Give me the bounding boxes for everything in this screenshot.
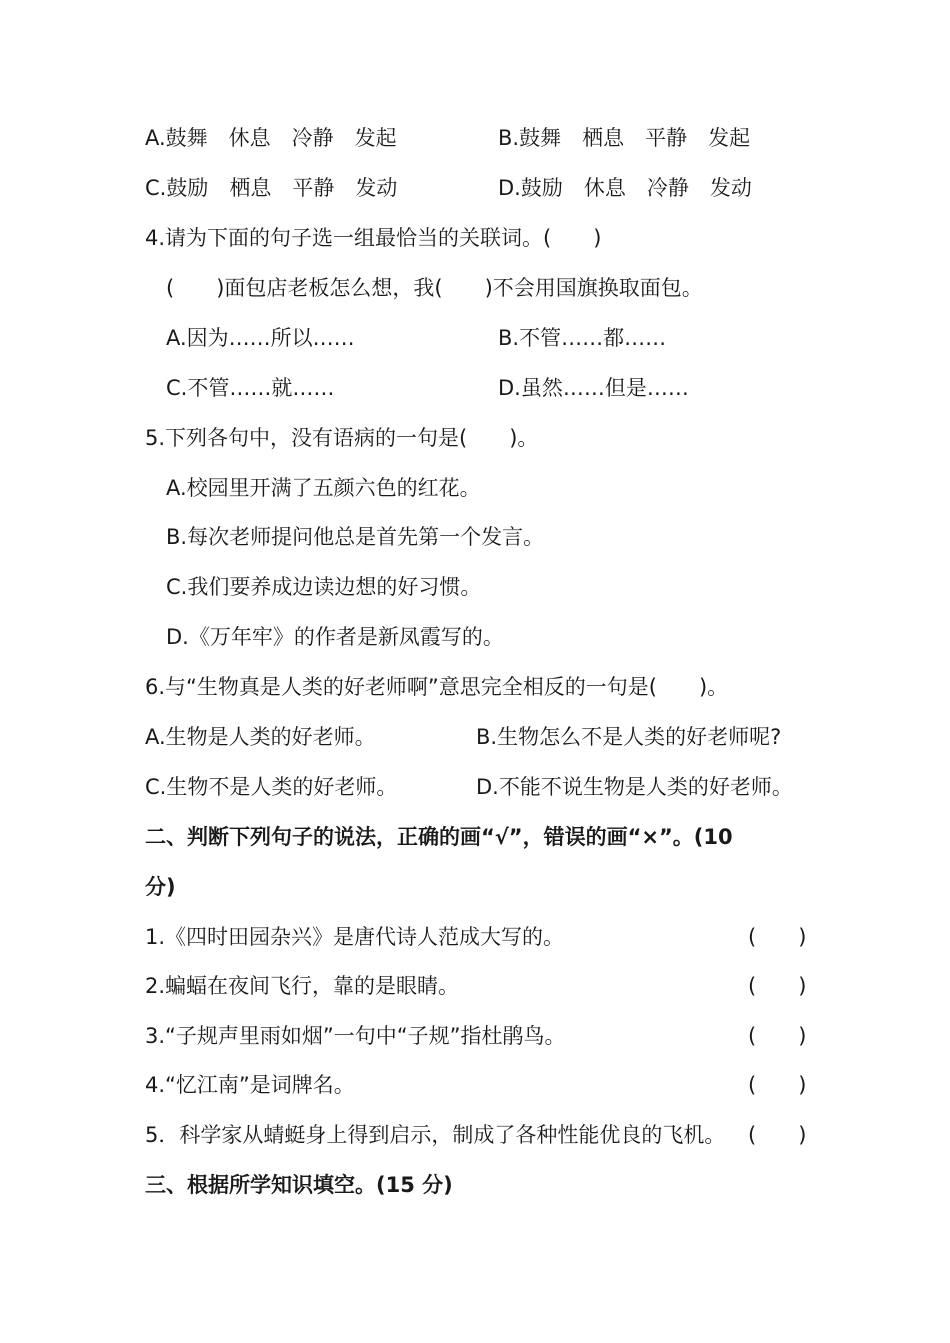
q4-option-b: B.不管……都…… xyxy=(498,326,667,350)
q6-option-a: A.生物是人类的好老师。 xyxy=(145,725,376,749)
section3-heading: 三、根据所学知识填空。(15 分) xyxy=(145,1173,453,1197)
q6-option-b: B.生物怎么不是人类的好老师呢? xyxy=(476,725,782,749)
q3-option-a: A.鼓舞 休息 冷静 发起 xyxy=(145,126,397,150)
answer-blank-3: ( ) xyxy=(748,1024,807,1048)
q5-stem: 5.下列各句中，没有语病的一句是( )。 xyxy=(145,426,539,450)
q4-sentence: ( )面包店老板怎么想，我( )不会用国旗换取面包。 xyxy=(166,276,703,300)
judge-item-3: 3.“子规声里雨如烟”一句中“子规”指杜鹃鸟。 xyxy=(145,1024,566,1048)
q5-option-a: A.校园里开满了五颜六色的红花。 xyxy=(166,476,481,500)
q5-option-d: D.《万年牢》的作者是新凤霞写的。 xyxy=(166,625,504,649)
q3-option-d: D.鼓励 休息 冷静 发动 xyxy=(498,176,752,200)
answer-blank-4: ( ) xyxy=(748,1073,807,1097)
q4-option-d: D.虽然……但是…… xyxy=(498,376,689,400)
answer-blank-2: ( ) xyxy=(748,974,807,998)
q4-option-a: A.因为……所以…… xyxy=(166,326,355,350)
q4-stem: 4.请为下面的句子选一组最恰当的关联词。( ) xyxy=(145,226,602,250)
q3-option-b: B.鼓舞 栖息 平静 发起 xyxy=(498,126,751,150)
q3-option-c: C.鼓励 栖息 平静 发动 xyxy=(145,176,398,200)
judge-item-4: 4.“忆江南”是词牌名。 xyxy=(145,1073,355,1097)
judge-item-1: 1.《四时田园杂兴》是唐代诗人范成大写的。 xyxy=(145,925,565,949)
q4-option-c: C.不管……就…… xyxy=(166,376,335,400)
section2-heading: 二、判断下列句子的说法，正确的画“√”，错误的画“×”。(10 xyxy=(145,825,733,849)
q5-option-c: C.我们要养成边读边想的好习惯。 xyxy=(166,575,482,599)
section2-heading-cont: 分) xyxy=(145,875,176,899)
judge-item-2: 2.蝙蝠在夜间飞行，靠的是眼睛。 xyxy=(145,974,460,998)
judge-item-5: 5．科学家从蜻蜓身上得到启示，制成了各种性能优良的飞机。 xyxy=(145,1123,726,1147)
answer-blank-1: ( ) xyxy=(748,925,807,949)
q6-stem: 6.与“生物真是人类的好老师啊”意思完全相反的一句是( )。 xyxy=(145,675,729,699)
answer-blank-5: ( ) xyxy=(748,1123,807,1147)
q5-option-b: B.每次老师提问他总是首先第一个发言。 xyxy=(166,525,545,549)
q6-option-c: C.生物不是人类的好老师。 xyxy=(145,775,398,799)
q6-option-d: D.不能不说生物是人类的好老师。 xyxy=(476,775,793,799)
